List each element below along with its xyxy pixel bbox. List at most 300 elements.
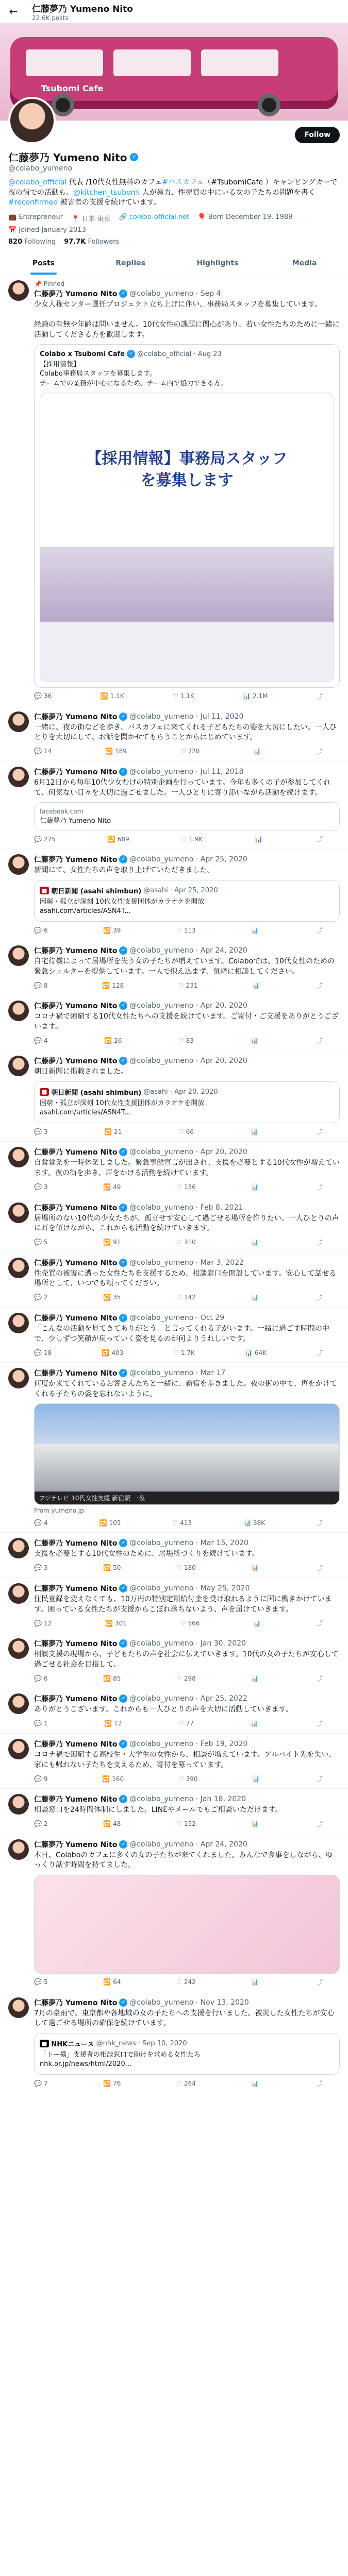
tweet[interactable] bbox=[0, 1688, 348, 1734]
tweet-author[interactable]: 仁藤夢乃 Yumeno Nito bbox=[34, 856, 118, 865]
tweet-avatar[interactable] bbox=[8, 1001, 29, 1021]
tweet[interactable] bbox=[0, 1834, 348, 1992]
tweet-text: 本日、Colaboのカフェに多くの女の子たちが来てくれました。みんなで食事をしながら、ゆっくり話す時間を持てました。 bbox=[34, 1851, 333, 1870]
tweet[interactable] bbox=[0, 1734, 348, 1789]
tweet[interactable] bbox=[0, 849, 348, 940]
views-button[interactable]: 📊 bbox=[253, 1619, 261, 1627]
tweet-actions bbox=[34, 1619, 323, 1628]
reply-count: 3 bbox=[43, 1128, 48, 1136]
tweet[interactable] bbox=[0, 995, 348, 1050]
like-count: 1.9K bbox=[189, 835, 203, 843]
tweet-text: ありがとうございます。これからも一人ひとりの声を大切に活動していきます。 bbox=[34, 1705, 293, 1714]
tweet-handle: @colabo_yumeno · Jan 18, 2020 bbox=[129, 1795, 246, 1804]
verified-badge-icon: ✓ bbox=[119, 1369, 127, 1377]
like-button[interactable]: ♡ 413 bbox=[172, 1519, 192, 1527]
verified-badge-icon: ✓ bbox=[119, 946, 127, 955]
reply-button[interactable]: 💬 14 bbox=[34, 748, 52, 755]
repost-count: 39 bbox=[113, 926, 121, 934]
tweet-handle: @colabo_yumeno · Apr 20, 2020 bbox=[129, 1057, 247, 1065]
reply-count: 12 bbox=[43, 1619, 52, 1627]
view-count: 2.1M bbox=[253, 692, 268, 700]
reply-count: 6 bbox=[43, 1674, 48, 1682]
like-button[interactable]: ♡ 152 bbox=[176, 1820, 196, 1828]
view-count: 38K bbox=[253, 1519, 266, 1527]
tweet-avatar[interactable] bbox=[8, 1202, 29, 1223]
tweet-avatar[interactable] bbox=[8, 1583, 29, 1604]
like-count: 566 bbox=[188, 1619, 200, 1627]
repost-button[interactable]: 🔁 35 bbox=[103, 1294, 121, 1301]
tab-replies[interactable]: Replies bbox=[115, 259, 145, 267]
verified-badge-icon: ✓ bbox=[127, 350, 135, 358]
like-button[interactable]: ♡ 1.9K bbox=[181, 835, 203, 843]
tweet-avatar[interactable] bbox=[8, 1997, 29, 2018]
website-link[interactable]: colabo-official.net bbox=[129, 213, 190, 221]
tweet-media[interactable] bbox=[34, 1403, 340, 1505]
like-count: 136 bbox=[184, 1183, 196, 1191]
tweet-avatar[interactable] bbox=[8, 1693, 29, 1714]
repost-button[interactable]: 🔁 64 bbox=[103, 1978, 121, 1986]
tab-media[interactable]: Media bbox=[292, 259, 317, 267]
tweet-avatar[interactable] bbox=[8, 1258, 29, 1278]
views-button[interactable]: 📊 bbox=[251, 1820, 259, 1828]
share-icon[interactable]: ⤴ bbox=[316, 836, 323, 843]
repost-count: 689 bbox=[117, 835, 129, 843]
repost-button[interactable]: 🔁 189 bbox=[105, 748, 127, 755]
verified-badge-icon: ✓ bbox=[119, 1840, 127, 1849]
reply-button[interactable]: 💬 7 bbox=[34, 2079, 48, 2087]
tweet-actions bbox=[34, 981, 323, 990]
tweet-author[interactable]: 仁藤夢乃 Yumeno Nito bbox=[34, 1057, 118, 1066]
tweet-text: 居場所のない10代の少女たちが、孤立せず安心して過ごせる場所を作りたい。一人ひとりの声に耳を傾けながら、これからも活動を続けていきます。 bbox=[34, 1214, 339, 1233]
verified-badge-icon: ✓ bbox=[119, 1057, 127, 1065]
repost-count: 76 bbox=[113, 2079, 121, 2087]
tweet-author[interactable]: 仁藤夢乃 Yumeno Nito bbox=[34, 768, 118, 776]
like-count: 66 bbox=[186, 1128, 194, 1136]
views-button[interactable]: 📊 bbox=[250, 1128, 258, 1136]
reply-count: 2 bbox=[43, 1820, 48, 1828]
share-icon[interactable]: ⤴ bbox=[316, 927, 323, 935]
tweet[interactable] bbox=[0, 275, 348, 706]
like-button[interactable]: ♡ 77 bbox=[178, 1720, 194, 1727]
tweet[interactable] bbox=[0, 940, 348, 995]
like-button[interactable]: ♡ 264 bbox=[176, 2079, 196, 2087]
quote-text: 困窮・孤立が深刻 10代女性支援団体がカラオケを開放 asahi.com/articles/ASN4T... bbox=[40, 1099, 205, 1117]
profile-meta bbox=[8, 213, 340, 234]
like-count: 413 bbox=[180, 1519, 192, 1527]
tweet-author[interactable]: 仁藤夢乃 Yumeno Nito bbox=[34, 1998, 118, 2007]
reply-count: 4 bbox=[43, 1519, 48, 1527]
media-source[interactable]: From yumeno.jp bbox=[34, 1507, 84, 1515]
card-title: 仁藤夢乃 Yumeno Nito bbox=[40, 817, 111, 825]
repost-count: 64 bbox=[113, 1978, 121, 1986]
reply-button[interactable]: 💬 6 bbox=[34, 1674, 48, 1682]
like-count: 1.1K bbox=[180, 692, 194, 700]
verified-badge-icon: ✓ bbox=[119, 1539, 127, 1547]
verified-badge-icon: ✓ bbox=[119, 1002, 127, 1010]
reply-count: 8 bbox=[43, 981, 48, 989]
tweet-text: 「こんなの活動を見てきてありがとう」と言ってくれる子がいます。一緒に過ごす時間の中で、少しずつ笑顔が戻っていく姿を見るのが何よりうれしいです。 bbox=[34, 1324, 329, 1343]
tweet-avatar[interactable] bbox=[8, 1638, 29, 1659]
tweet-author[interactable]: 仁藤夢乃 Yumeno Nito bbox=[34, 1204, 118, 1212]
like-button[interactable]: ♡ 136 bbox=[176, 1183, 196, 1191]
repost-count: 128 bbox=[112, 981, 124, 989]
profile-born: 🎈 Born December 19, 1989 bbox=[197, 213, 293, 221]
like-button[interactable]: ♡ 720 bbox=[180, 748, 200, 755]
quote-handle: @asahi · Apr 25, 2020 bbox=[143, 886, 218, 894]
reply-button[interactable]: 💬 4 bbox=[34, 1037, 48, 1044]
like-button[interactable]: ♡ 113 bbox=[176, 926, 196, 934]
tweet-author[interactable]: 仁藤夢乃 Yumeno Nito bbox=[34, 1584, 118, 1593]
tweet-avatar[interactable] bbox=[8, 1368, 29, 1388]
quoted-tweet[interactable] bbox=[34, 1081, 340, 1123]
views-button[interactable]: 📊 bbox=[251, 1239, 259, 1246]
bus-illustration bbox=[10, 37, 338, 109]
recruit-image bbox=[40, 393, 334, 548]
views-button[interactable]: 📊 bbox=[255, 835, 263, 843]
verified-badge-icon: ✓ bbox=[119, 1795, 127, 1803]
follow-button[interactable]: Follow bbox=[295, 127, 340, 143]
reply-button[interactable]: 💬 8 bbox=[34, 981, 48, 989]
tweet-text: 少女人権センター選任プロジェクト立ち上げに伴い、事務局スタッフを募集しています。 経験の有無や年齢は問いません。10代女性の課題に関心があり、若い女性たちのために一緒に活動してくださる方を歓迎します。 bbox=[34, 300, 340, 339]
tweet-actions bbox=[34, 1674, 323, 1683]
reply-button[interactable]: 💬 36 bbox=[34, 692, 52, 700]
verified-badge-icon: ✓ bbox=[119, 1314, 127, 1322]
back-arrow-icon[interactable]: ← bbox=[9, 5, 18, 18]
views-button[interactable]: 📊 bbox=[251, 1978, 259, 1986]
reply-button[interactable]: 💬 2 bbox=[34, 1820, 48, 1828]
repost-button[interactable]: 🔁 91 bbox=[103, 1239, 121, 1246]
like-count: 180 bbox=[184, 1564, 196, 1572]
bio-hashtag-buscafe[interactable]: #バスカフェ bbox=[162, 178, 204, 187]
tweet-author[interactable]: 仁藤夢乃 Yumeno Nito bbox=[34, 1259, 118, 1267]
views-button[interactable]: 📊 bbox=[251, 926, 259, 934]
share-icon[interactable]: ⤴ bbox=[316, 1349, 323, 1357]
tweet-media[interactable] bbox=[34, 1875, 340, 1974]
reply-button[interactable]: 💬 2 bbox=[34, 1294, 48, 1301]
repost-count: 50 bbox=[113, 1564, 121, 1572]
share-icon[interactable]: ⤴ bbox=[316, 1519, 323, 1527]
tweet[interactable] bbox=[0, 761, 348, 849]
quoted-tweet[interactable] bbox=[34, 880, 340, 922]
tweet[interactable] bbox=[0, 1197, 348, 1252]
office-photo bbox=[40, 548, 334, 682]
tweet[interactable] bbox=[0, 1578, 348, 1633]
like-button[interactable]: ♡ 298 bbox=[176, 1674, 196, 1682]
share-icon[interactable]: ⤴ bbox=[316, 1820, 323, 1828]
bio-hashtag-reconfirmed[interactable]: #reconfirmed bbox=[8, 198, 58, 207]
bio-mention-colabo[interactable]: @colabo_official bbox=[8, 178, 67, 187]
recruit-line-1: 【採用情報】事務局スタッフ bbox=[86, 450, 288, 468]
following-label: Following bbox=[24, 238, 56, 246]
tweet-avatar[interactable] bbox=[8, 1538, 29, 1558]
repost-button[interactable]: 🔁 26 bbox=[104, 1037, 122, 1044]
tweet-avatar[interactable] bbox=[8, 767, 29, 787]
verified-badge-icon: ✓ bbox=[119, 1148, 127, 1156]
tweet-actions bbox=[34, 1036, 323, 1045]
tweet[interactable] bbox=[0, 1789, 348, 1834]
reply-button[interactable]: 💬 6 bbox=[34, 926, 48, 934]
tweet-author[interactable]: 仁藤夢乃 Yumeno Nito bbox=[34, 1369, 118, 1378]
quoted-tweet[interactable] bbox=[34, 2033, 340, 2075]
repost-button[interactable]: 🔁 301 bbox=[105, 1619, 127, 1627]
repost-button[interactable]: 🔁 160 bbox=[102, 1775, 124, 1783]
views-button[interactable]: 📊 bbox=[251, 2079, 259, 2087]
bio-text-1: 代表 /10代女性無料のカフェ bbox=[67, 178, 162, 187]
views-button[interactable]: 📊 bbox=[250, 1720, 258, 1727]
tweet-avatar[interactable] bbox=[8, 1739, 29, 1759]
share-icon[interactable]: ⤴ bbox=[316, 1128, 323, 1136]
tweet-text: 自営営業を一時休業しました。緊急事態宣言が出され、支援を必要とする10代女性が増えています。夜の街を歩き、声をかける活動を続けています。 bbox=[34, 1159, 340, 1177]
verified-badge-icon: ✓ bbox=[119, 1694, 127, 1703]
like-button[interactable]: ♡ 83 bbox=[178, 1037, 194, 1044]
verified-badge-icon: ✓ bbox=[119, 713, 127, 721]
share-icon[interactable]: ⤴ bbox=[316, 1037, 323, 1045]
repost-button[interactable]: 🔁 689 bbox=[107, 835, 129, 843]
tweet-handle: @colabo_yumeno · Apr 20, 2020 bbox=[129, 1002, 247, 1010]
tweet-text: 住民登録を変えなくても、10万円の特別定額給付金を受け取れるように国に働きかけています。困っている女性たちが支援からこぼれ落ちないよう、声を届けていきます。 bbox=[34, 1595, 332, 1614]
repost-button[interactable]: 🔁 21 bbox=[104, 1128, 122, 1136]
tweet[interactable] bbox=[0, 1533, 348, 1578]
card-source: facebook.com bbox=[40, 808, 84, 816]
tweet-author[interactable]: 仁藤夢乃 Yumeno Nito bbox=[34, 1148, 118, 1157]
tweet-handle: @colabo_yumeno · Apr 25, 2022 bbox=[129, 1694, 247, 1703]
tweet-author[interactable]: 仁藤夢乃 Yumeno Nito bbox=[34, 1695, 118, 1704]
profile-tabs bbox=[0, 252, 348, 275]
tweet-author[interactable]: 仁藤夢乃 Yumeno Nito bbox=[34, 1002, 118, 1011]
tweet-actions bbox=[34, 1719, 323, 1728]
reply-button[interactable]: 💬 275 bbox=[34, 835, 56, 843]
tweet-avatar[interactable] bbox=[8, 711, 29, 732]
tweet-author[interactable]: 仁藤夢乃 Yumeno Nito bbox=[34, 1640, 118, 1649]
tweet[interactable] bbox=[0, 1142, 348, 1197]
followers-count[interactable] bbox=[64, 238, 119, 246]
tweet[interactable] bbox=[0, 706, 348, 761]
share-icon[interactable]: ⤴ bbox=[316, 1675, 323, 1683]
share-icon[interactable]: ⤴ bbox=[316, 1564, 323, 1572]
like-button[interactable]: ♡ 142 bbox=[176, 1294, 196, 1301]
share-icon[interactable]: ⤴ bbox=[316, 748, 323, 755]
views-button[interactable]: 📊 64K bbox=[244, 1349, 267, 1357]
quote-text: 【採用情報】 Colabo事務局スタッフを募集します。 チームでの業務が中心になるため、チーム内で協力できる方。 bbox=[40, 361, 227, 387]
reply-button[interactable]: 💬 5 bbox=[34, 1978, 48, 1986]
like-count: 142 bbox=[184, 1294, 196, 1301]
tweet-avatar[interactable] bbox=[8, 1147, 29, 1167]
tweet-author[interactable]: 仁藤夢乃 Yumeno Nito bbox=[34, 947, 118, 956]
repost-button[interactable]: 🔁 1.1K bbox=[100, 692, 124, 700]
repost-button[interactable]: 🔁 105 bbox=[99, 1519, 121, 1527]
views-button[interactable]: 📊 bbox=[252, 1775, 260, 1783]
tweet-avatar[interactable] bbox=[8, 280, 29, 301]
repost-button[interactable]: 🔁 49 bbox=[103, 1183, 121, 1191]
repost-count: 105 bbox=[109, 1519, 121, 1527]
tab-posts[interactable]: Posts bbox=[0, 252, 87, 275]
instagram-photo bbox=[35, 1875, 339, 1973]
reply-button[interactable]: 💬 3 bbox=[34, 1183, 48, 1191]
views-button[interactable]: 📊 bbox=[253, 748, 261, 755]
tweet-media[interactable] bbox=[40, 393, 334, 682]
tweet-author[interactable]: 仁藤夢乃 Yumeno Nito bbox=[34, 713, 118, 721]
following-count[interactable] bbox=[8, 238, 56, 246]
born-text: Born December 19, 1989 bbox=[208, 213, 293, 221]
views-button[interactable]: 📊 bbox=[250, 1037, 258, 1044]
quote-author: NHKニュース bbox=[51, 2041, 94, 2049]
like-button[interactable]: ♡ 566 bbox=[180, 1619, 200, 1627]
repost-count: 21 bbox=[114, 1128, 122, 1136]
tweet-handle: @colabo_yumeno · Mar 3, 2022 bbox=[129, 1258, 244, 1267]
link-card[interactable] bbox=[34, 802, 340, 831]
bio-text-4: 被害者の支援を続けています。 bbox=[58, 198, 161, 207]
tweet-author[interactable]: 仁藤夢乃 Yumeno Nito bbox=[34, 1795, 118, 1804]
tweet-actions bbox=[34, 1978, 323, 1987]
tweet-handle: @colabo_yumeno · Apr 24, 2020 bbox=[129, 946, 247, 955]
reply-count: 36 bbox=[43, 692, 52, 700]
repost-button[interactable]: 🔁 128 bbox=[102, 981, 124, 989]
share-icon[interactable]: ⤴ bbox=[316, 1620, 323, 1628]
repost-button[interactable]: 🔁 50 bbox=[103, 1564, 121, 1572]
like-button[interactable]: ♡ 180 bbox=[176, 1564, 196, 1572]
tweet-actions bbox=[34, 1348, 323, 1357]
views-button[interactable]: 📊 bbox=[251, 1674, 259, 1682]
tweet-author[interactable]: 仁藤夢乃 Yumeno Nito bbox=[34, 1539, 118, 1548]
like-button[interactable]: ♡ 1.7K bbox=[173, 1349, 195, 1357]
like-button[interactable]: ♡ 390 bbox=[178, 1775, 198, 1783]
reply-button[interactable]: 💬 9 bbox=[34, 1775, 48, 1783]
share-icon[interactable]: ⤴ bbox=[316, 1775, 323, 1783]
repost-button[interactable]: 🔁 85 bbox=[103, 1674, 121, 1682]
reply-count: 275 bbox=[43, 835, 56, 843]
repost-button[interactable]: 🔁 403 bbox=[102, 1349, 124, 1357]
tweet-avatar[interactable] bbox=[8, 1056, 29, 1076]
profile-website[interactable]: 🔗 colabo-official.net bbox=[119, 213, 190, 221]
tweet-text: 新聞にて、女性たちの声を取り上げていただきました。 bbox=[34, 866, 214, 875]
share-icon[interactable]: ⤴ bbox=[316, 982, 323, 990]
verified-badge-icon: ✓ bbox=[119, 1998, 127, 2007]
tweet[interactable] bbox=[0, 1992, 348, 2094]
reply-count: 18 bbox=[43, 1349, 52, 1357]
tweet-handle: @colabo_yumeno · Apr 24, 2020 bbox=[129, 1840, 247, 1849]
tweet-avatar[interactable] bbox=[8, 1794, 29, 1815]
share-icon[interactable]: ⤴ bbox=[316, 1720, 323, 1727]
tweet-avatar[interactable] bbox=[8, 945, 29, 966]
tweet-author[interactable]: 仁藤夢乃 Yumeno Nito bbox=[34, 1314, 118, 1323]
reply-count: 2 bbox=[43, 1294, 48, 1301]
views-button[interactable]: 📊 bbox=[251, 1564, 259, 1572]
tweet[interactable] bbox=[0, 1633, 348, 1688]
tweet-text: 自宅待機によって居場所を失う女の子たちが増えています。Colaboでは、10代女性のための緊急シェルターを提供しています。一人で抱え込まず、気軽に相談してください。 bbox=[34, 957, 335, 976]
like-button[interactable]: ♡ 66 bbox=[178, 1128, 194, 1136]
reply-button[interactable]: 💬 1 bbox=[34, 1720, 48, 1727]
quote-author: 朝日新聞 (asahi shimbun) bbox=[51, 1089, 142, 1097]
tweet-handle: @colabo_yumeno · Apr 25, 2020 bbox=[129, 855, 247, 864]
pinned-label: 📌 Pinned bbox=[34, 280, 65, 287]
quoted-tweet[interactable] bbox=[34, 344, 340, 688]
repost-button[interactable]: 🔁 12 bbox=[104, 1720, 122, 1727]
station-photo bbox=[35, 1404, 339, 1492]
reply-count: 5 bbox=[43, 1978, 48, 1986]
like-button[interactable]: ♡ 242 bbox=[176, 1978, 196, 1986]
tweet-text: 一緒に、夜の街などを歩き、バスカフェに来てくれる子どもたちの姿を大切にしたい。一人ひとりを大切にして、お話を聞かせてもらうことからはじめています。 bbox=[34, 723, 337, 742]
views-button[interactable]: 📊 bbox=[251, 1183, 259, 1191]
views-button[interactable]: 📊 2.1M bbox=[243, 692, 268, 700]
tweet[interactable] bbox=[0, 1308, 348, 1363]
profile-name-text: 仁藤夢乃 Yumeno Nito bbox=[8, 151, 127, 164]
tweet-avatar[interactable] bbox=[8, 1313, 29, 1333]
share-icon[interactable]: ⤴ bbox=[316, 1294, 323, 1301]
repost-button[interactable]: 🔁 39 bbox=[103, 926, 121, 934]
tweet-actions bbox=[34, 1183, 323, 1192]
share-icon[interactable]: ⤴ bbox=[316, 1239, 323, 1246]
reply-button[interactable]: 💬 12 bbox=[34, 1619, 52, 1627]
like-button[interactable]: ♡ 310 bbox=[176, 1239, 196, 1246]
reply-button[interactable]: 💬 5 bbox=[34, 1239, 48, 1246]
repost-count: 403 bbox=[111, 1349, 124, 1357]
like-button[interactable]: ♡ 231 bbox=[178, 981, 198, 989]
profile-name bbox=[8, 121, 340, 164]
tweet-author[interactable]: 仁藤夢乃 Yumeno Nito bbox=[34, 290, 118, 298]
views-button[interactable]: 📊 bbox=[252, 981, 260, 989]
repost-count: 35 bbox=[113, 1294, 121, 1301]
tweet-text: コロナ禍で困窮する10代女性たちへの支援を続けています。ご寄付・ご支援をありがとうございます。 bbox=[34, 1012, 339, 1031]
views-button[interactable]: 📊 bbox=[251, 1294, 259, 1301]
repost-button[interactable]: 🔁 76 bbox=[103, 2079, 121, 2087]
pinned-text: Pinned bbox=[43, 280, 65, 287]
verified-badge-icon: ✓ bbox=[119, 768, 127, 776]
like-count: 390 bbox=[186, 1775, 198, 1783]
following-number: 820 bbox=[8, 238, 23, 246]
media-caption: フジテレビ 10代女性支援 新宿駅 一夜 bbox=[35, 1492, 339, 1504]
share-icon[interactable]: ⤴ bbox=[316, 692, 323, 700]
share-icon[interactable]: ⤴ bbox=[316, 2080, 323, 2088]
tweet[interactable] bbox=[0, 1252, 348, 1308]
reply-button[interactable]: 💬 3 bbox=[34, 1564, 48, 1572]
reply-count: 4 bbox=[43, 1037, 48, 1044]
tweet[interactable] bbox=[0, 1363, 348, 1533]
reply-button[interactable]: 💬 3 bbox=[34, 1128, 48, 1136]
tweet-handle: @colabo_yumeno · Sep 4 bbox=[129, 289, 221, 298]
profile-avatar[interactable] bbox=[8, 97, 56, 144]
tweet-avatar[interactable] bbox=[8, 854, 29, 875]
reply-count: 14 bbox=[43, 748, 52, 755]
news-logo-icon: ■ bbox=[40, 887, 49, 894]
profile-bio bbox=[8, 178, 340, 208]
top-bar-post-count: 22.6K posts bbox=[32, 14, 69, 22]
tweet-handle: @colabo_yumeno · Nov 13, 2020 bbox=[129, 1998, 249, 2007]
like-count: 83 bbox=[186, 1037, 194, 1044]
profile-location: 📍 日本 東京 bbox=[71, 215, 111, 223]
like-button[interactable]: ♡ 1.1K bbox=[172, 692, 194, 700]
profile-counts bbox=[8, 238, 340, 246]
tweet-author[interactable]: 仁藤夢乃 Yumeno Nito bbox=[34, 1740, 118, 1749]
repost-count: 1.1K bbox=[110, 692, 124, 700]
tab-highlights[interactable]: Highlights bbox=[196, 259, 239, 267]
reply-button[interactable]: 💬 18 bbox=[34, 1349, 52, 1357]
tweet-avatar[interactable] bbox=[8, 1839, 29, 1860]
like-count: 77 bbox=[186, 1720, 194, 1727]
share-icon[interactable]: ⤴ bbox=[316, 1183, 323, 1191]
tweet[interactable] bbox=[0, 1050, 348, 1142]
tweet-handle: @colabo_yumeno · Apr 20, 2020 bbox=[129, 1148, 247, 1157]
reply-count: 3 bbox=[43, 1183, 48, 1191]
top-bar-name: 仁藤夢乃 Yumeno Nito bbox=[32, 4, 133, 14]
reply-button[interactable]: 💬 4 bbox=[34, 1519, 48, 1527]
tweet-author[interactable]: 仁藤夢乃 Yumeno Nito bbox=[34, 1840, 118, 1849]
news-logo-icon: ■ bbox=[40, 1088, 49, 1096]
repost-button[interactable]: 🔁 48 bbox=[103, 1820, 121, 1828]
like-count: 264 bbox=[184, 2079, 196, 2087]
share-icon[interactable]: ⤴ bbox=[316, 1978, 323, 1986]
bio-mention-kitchen[interactable]: @kitchen_tsubomi bbox=[73, 188, 140, 197]
views-button[interactable]: 📊 38K bbox=[243, 1519, 266, 1527]
